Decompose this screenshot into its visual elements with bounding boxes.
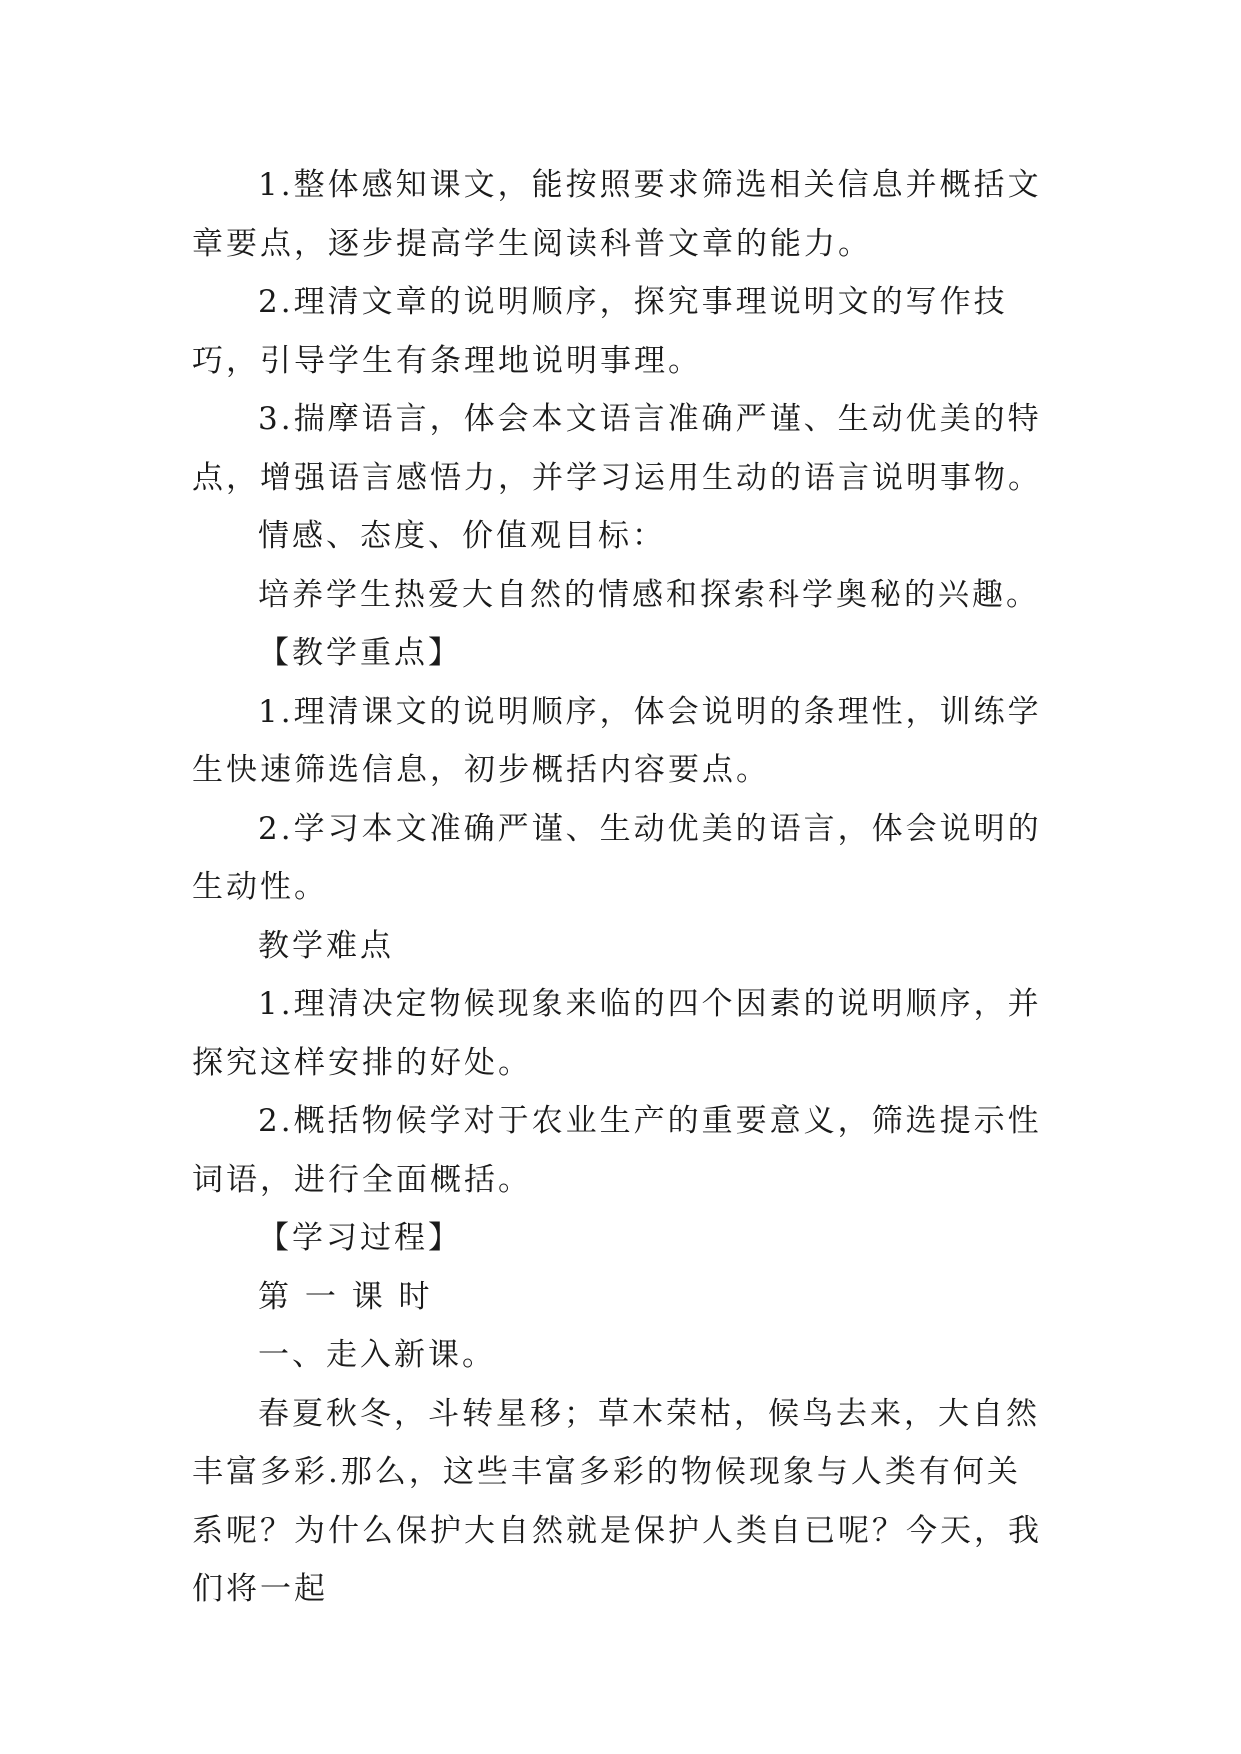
difficulty-1-paragraph: 1.理清决定物候现象来临的四个因素的说明顺序，并探究这样安排的好处。 bbox=[192, 986, 1042, 1081]
document-body bbox=[192, 156, 1050, 1619]
focus-2-paragraph: 2.学习本文准确严谨、生动优美的语言，体会说明的生动性。 bbox=[192, 810, 1042, 905]
objective-1-paragraph: 1.整体感知课文，能按照要求筛选相关信息并概括文章要点，逐步提高学生阅读科普文章的能力。 bbox=[192, 167, 1042, 262]
teaching-focus-heading: 【教学重点】 bbox=[258, 635, 462, 671]
emotion-goal-paragraph: 培养学生热爱大自然的情感和探索科学奥秘的兴趣。 bbox=[258, 576, 1040, 613]
focus-1-paragraph: 1.理清课文的说明顺序，体会说明的条理性，训练学生快速筛选信息，初步概括内容要点。 bbox=[192, 693, 1042, 788]
objective-2-paragraph: 2.理清文章的说明顺序，探究事理说明文的写作技巧，引导学生有条理地说明事理。 bbox=[192, 284, 1008, 379]
lesson-one-heading: 第 一 课 时 bbox=[258, 1278, 433, 1315]
teaching-difficulty-heading: 教学难点 bbox=[258, 927, 394, 964]
intro-paragraph: 春夏秋冬，斗转星移；草木荣枯，候鸟去来，大自然丰富多彩.那么，这些丰富多彩的物候现象与人类有何关系呢？为什么保护大自然就是保护人类自已呢？今天，我们将一起 bbox=[192, 1395, 1042, 1607]
section-one-heading: 一、走入新课。 bbox=[258, 1337, 496, 1373]
objective-3-paragraph: 3.揣摩语言，体会本文语言准确严谨、生动优美的特点，增强语言感悟力，并学习运用生动的语言说明事物。 bbox=[192, 401, 1042, 496]
difficulty-2-paragraph: 2.概括物候学对于农业生产的重要意义，筛选提示性词语，进行全面概括。 bbox=[192, 1103, 1042, 1198]
emotion-goal-heading: 情感、态度、价值观目标： bbox=[258, 518, 666, 554]
learning-process-heading: 【学习过程】 bbox=[258, 1220, 462, 1256]
